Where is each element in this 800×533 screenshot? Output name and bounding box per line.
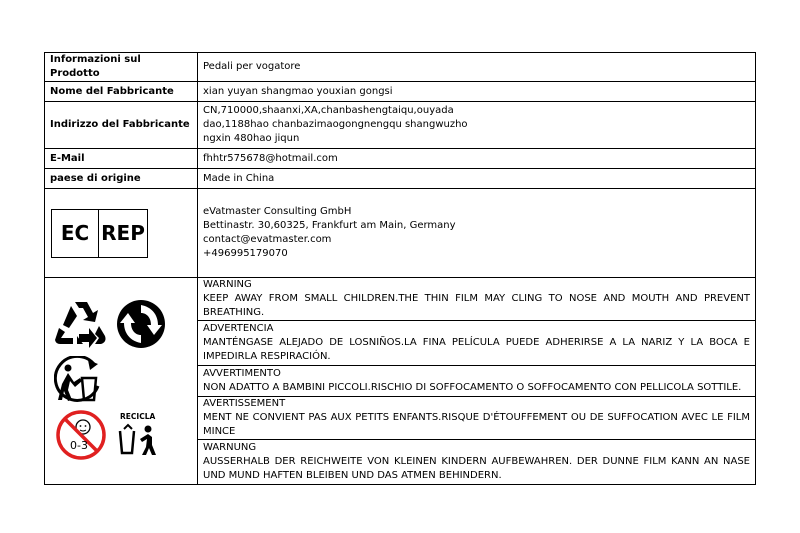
warning-title: AVVERTIMENTO bbox=[203, 368, 281, 379]
product-info-table bbox=[44, 52, 756, 485]
warning-text: AUSSERHALB DER REICHWEITE VON KLEINEN KINDERN AUFBEWAHREN. DER DUNNE FILM KANN AN NASE UND MUND HAFTEN BLEIBEN UND DAS ATMEN BEHINDERN. bbox=[203, 456, 750, 481]
origin-row bbox=[45, 169, 756, 189]
manufacturer-row bbox=[45, 82, 756, 102]
ec-rep-row bbox=[45, 189, 756, 278]
origin-value: Made in China bbox=[198, 169, 756, 189]
ec-rep-symbol bbox=[51, 209, 148, 258]
ec-rep-details bbox=[198, 189, 756, 278]
product-value: Pedali per vogatore bbox=[198, 53, 756, 82]
warning-title: ADVERTENCIA bbox=[203, 323, 274, 334]
address-line: dao,1188hao chanbazimaogongnengqu shangwuzho bbox=[203, 119, 468, 130]
manufacturer-value: xian yuyan shangmao youxian gongsi bbox=[198, 82, 756, 102]
not-for-ages-0-3-icon bbox=[55, 409, 107, 461]
warning-fr bbox=[198, 397, 756, 440]
recycle-icon bbox=[55, 298, 107, 348]
tidyman-icon bbox=[54, 356, 106, 404]
address-label: Indirizzo del Fabbricante bbox=[45, 102, 198, 149]
address-value bbox=[198, 102, 756, 149]
warning-en bbox=[198, 278, 756, 321]
warning-row-en bbox=[45, 278, 756, 321]
address-line: ngxin 480hao jiqun bbox=[203, 133, 300, 144]
email-row bbox=[45, 149, 756, 169]
recicla-bin-icon bbox=[118, 423, 162, 457]
age-range-text: 0-3 bbox=[70, 439, 88, 452]
warning-title: WARNUNG bbox=[203, 442, 257, 453]
email-value: fhhtr575678@hotmail.com bbox=[198, 149, 756, 169]
warning-it bbox=[198, 366, 756, 397]
ec-rep-address: Bettinastr. 30,60325, Frankfurt am Main, Germany bbox=[203, 220, 456, 231]
warning-text: NON ADATTO A BAMBINI PICCOLI.RISCHIO DI SOFFOCAMENTO O SOFFOCAMENTO CON PELLICOLA SOTTILE. bbox=[203, 382, 742, 393]
address-line: CN,710000,shaanxi,XA,chanbashengtaiqu,ouyada bbox=[203, 105, 454, 116]
ec-rep-email: contact@evatmaster.com bbox=[203, 234, 332, 245]
manufacturer-label: Nome del Fabbricante bbox=[45, 82, 198, 102]
address-row bbox=[45, 102, 756, 149]
warning-es bbox=[198, 321, 756, 366]
warning-title: WARNING bbox=[203, 279, 252, 290]
recicla-label: RECICLA bbox=[120, 412, 156, 421]
ec-text: EC bbox=[52, 210, 99, 257]
green-dot-icon bbox=[116, 299, 166, 349]
origin-label: paese di origine bbox=[45, 169, 198, 189]
warning-text: KEEP AWAY FROM SMALL CHILDREN.THE THIN FILM MAY CLING TO NOSE AND MOUTH AND PREVENT BREATHING. bbox=[203, 293, 750, 318]
ec-rep-symbol-cell bbox=[45, 189, 198, 278]
ec-rep-company: eVatmaster Consulting GmbH bbox=[203, 206, 352, 217]
symbols-cell bbox=[45, 278, 198, 485]
warning-text: MANTÉNGASE ALEJADO DE LOSNIÑOS.LA FINA PELÍCULA PUEDE ADHERIRSE A LA NARIZ Y LA BOCA E IMPEDIRLA RESPIRACIÓN. bbox=[203, 337, 750, 362]
warning-de bbox=[198, 440, 756, 485]
product-row bbox=[45, 53, 756, 82]
warning-text: MENT NE CONVIENT PAS AUX PETITS ENFANTS.RISQUE D'ÉTOUFFEMENT OU DE SUFFOCATION AVEC LE FILM MINCE bbox=[203, 412, 750, 437]
email-label: E-Mail bbox=[45, 149, 198, 169]
ec-rep-phone: +496995179070 bbox=[203, 248, 288, 259]
product-label: Informazioni sul Prodotto bbox=[45, 53, 198, 82]
warning-title: AVERTISSEMENT bbox=[203, 398, 286, 409]
rep-text: REP bbox=[101, 221, 145, 245]
